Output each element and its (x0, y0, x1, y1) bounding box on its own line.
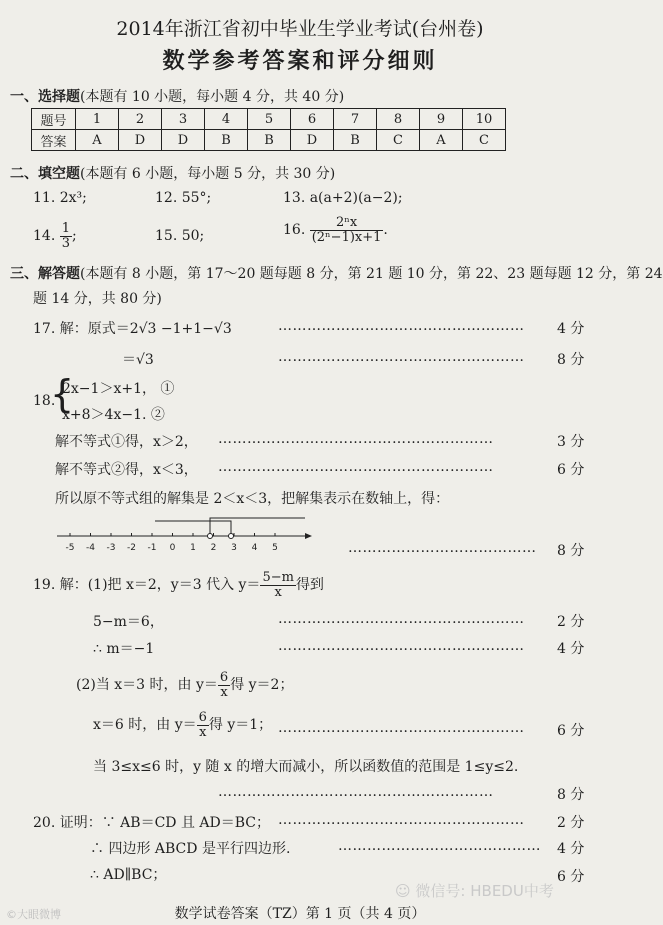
number-line-tick-label: -5 (65, 543, 75, 553)
q14-tail: ; (72, 228, 77, 245)
q14-fraction (60, 222, 72, 250)
table-cell-answer: B (248, 130, 291, 151)
q14-numerator: 1 (61, 221, 70, 236)
answer-q16 (283, 216, 388, 244)
q16-denominator: (2ⁿ−1)x+1 (311, 229, 382, 245)
number-line-tick-label: -2 (127, 543, 136, 553)
open-point-2 (208, 534, 213, 539)
q20-line3: ∴ AD∥BC； (90, 867, 167, 883)
table-cell-answer: D (119, 130, 162, 151)
table-cell-answer: A (76, 130, 119, 151)
q18-score1: 3 分 (557, 434, 585, 450)
q20-score2: 4 分 (557, 841, 585, 857)
weibo-watermark: ©大眼微博 (6, 908, 61, 921)
table-cell-number: 8 (377, 109, 420, 130)
q19-part2c: 当 3≤x≤6 时，y 随 x 的增大而减小，所以函数值的范围是 1≤y≤2. (93, 759, 519, 775)
q19-intro-text: 19. 解：(1)把 x＝2，y＝3 代入 y＝ (33, 577, 261, 594)
answer-q15: 15. 50; (155, 228, 205, 244)
answer-q11: 11. 2x³; (33, 190, 87, 206)
q20-score3: 6 分 (557, 869, 585, 885)
q19-part2b-denominator: x (199, 724, 207, 740)
section2-heading: 二、填空题 (10, 166, 80, 182)
table-cell-answer: B (334, 130, 377, 151)
table-cell-number: 2 (119, 109, 162, 130)
section3-header (10, 263, 663, 283)
q20-score1: 2 分 (557, 815, 585, 831)
q19-part2a-fraction (218, 671, 230, 699)
table-cell-number: 4 (205, 109, 248, 130)
section2-header (10, 163, 335, 183)
table-header-answer: 答案 (32, 130, 76, 151)
q19-intro (33, 571, 324, 599)
dotted-leader: ………………………………… (348, 540, 537, 556)
answer-table-number-row (32, 109, 506, 130)
section1-header (10, 86, 344, 106)
document-subtitle: 数学参考答案和评分细则 (162, 48, 438, 74)
answer-table (31, 108, 506, 151)
table-cell-number: 10 (463, 109, 506, 130)
section3-desc-line2: 题 14 分，共 80 分) (33, 291, 162, 307)
q19-part2a-tail: 得 y＝2； (230, 677, 294, 694)
q19-score1: 2 分 (557, 614, 585, 630)
q14-label: 14. (33, 228, 56, 245)
q18-inequality1: 2x−1＞x+1， ① (62, 381, 175, 397)
q19-part2b-fraction (197, 711, 209, 739)
q18-score2: 6 分 (557, 462, 585, 478)
q19-part2b-tail: 得 y＝1； (208, 717, 273, 734)
dotted-leader: ………………………………………………… (218, 431, 494, 447)
answer-q12: 12. 55°; (155, 190, 212, 206)
q19-intro-tail: 得到 (295, 577, 324, 594)
number-line-tick-label: 2 (210, 543, 217, 553)
section3-heading: 三、解答题 (10, 266, 80, 282)
number-line-tick-label: -4 (86, 543, 95, 553)
table-cell-answer: C (463, 130, 506, 151)
page-footer: 数学试卷答案（TZ）第 1 页（共 4 页） (174, 906, 426, 922)
document-title: 2014年浙江省初中毕业生学业考试(台州卷) (116, 18, 484, 40)
table-cell-number: 6 (291, 109, 334, 130)
q19-score4: 8 分 (557, 787, 585, 803)
system-brace: { (50, 372, 75, 416)
answer-q13: 13. a(a+2)(a−2); (283, 190, 403, 206)
q18-label: 18. (33, 393, 56, 409)
q19-fraction (260, 571, 296, 599)
wechat-icon: ☺ (395, 882, 411, 900)
q19-part2a-text: (2)当 x＝3 时，由 y＝ (76, 677, 218, 694)
dotted-leader: …………………………………… (338, 838, 541, 854)
q19-score3: 6 分 (557, 723, 585, 739)
q19-line2: 5−m＝6， (93, 614, 164, 630)
q19-part2a-numerator: 6 (219, 670, 229, 685)
table-cell-number: 1 (76, 109, 119, 130)
q17-line1: 17. 解：原式＝2√3 −1+1−√3 (33, 321, 232, 337)
number-line (55, 508, 315, 556)
number-line-tick-label: 0 (169, 543, 176, 553)
table-cell-answer: D (291, 130, 334, 151)
q16-label: 16. (283, 222, 306, 239)
table-header-number: 题号 (32, 109, 76, 130)
q18-inequality2: x+8＞4x−1. ② (62, 407, 165, 423)
q16-numerator: 2ⁿx (310, 216, 384, 231)
dotted-leader: …………………………………………… (278, 611, 525, 627)
dotted-leader: …………………………………………… (278, 318, 525, 334)
q20-line2: ∴ 四边形 ABCD 是平行四边形. (90, 841, 291, 857)
number-line-tick-label: 1 (190, 543, 196, 553)
watermark-text: 微信号: HBEDU中考 (415, 882, 554, 900)
q19-score2: 4 分 (557, 641, 585, 657)
dotted-leader: …………………………………………… (278, 349, 525, 365)
q19-part2b-text: x＝6 时，由 y＝ (93, 717, 197, 734)
open-point-3 (229, 534, 234, 539)
q19-part2a (76, 671, 293, 699)
q18-step1: 解不等式①得，x＞2， (55, 434, 198, 450)
answer-table-answer-row (32, 130, 506, 151)
q18-score3: 8 分 (557, 543, 585, 559)
q18-step2: 解不等式②得，x＜3， (55, 462, 198, 478)
number-line-tick-label: 5 (272, 543, 278, 553)
number-line-tick-label: 4 (251, 543, 258, 553)
number-line-arrow (305, 533, 312, 539)
q19-line3: ∴ m＝−1 (93, 641, 155, 657)
q17-line2: ＝√3 (122, 352, 154, 368)
q20-line1: 20. 证明：∵ AB＝CD 且 AD＝BC； (33, 815, 270, 831)
number-line-tick-label: -1 (147, 543, 157, 553)
q19-part2a-denominator: x (220, 684, 228, 700)
section1-desc: (本题有 10 小题，每小题 4 分，共 40 分) (80, 89, 345, 105)
section3-desc-line1: (本题有 8 小题，第 17～20 题每题 8 分，第 21 题 10 分，第 22、23 题每题 12 分，第 24 (80, 266, 663, 282)
dotted-leader: …………………………………………… (278, 812, 525, 828)
q16-fraction (310, 216, 384, 244)
q19-numerator: 5−m (262, 570, 294, 585)
q19-part2b-numerator: 6 (198, 710, 207, 725)
q19-part2b (93, 711, 272, 739)
table-cell-answer: D (162, 130, 205, 151)
answer-q14 (33, 222, 77, 250)
table-cell-answer: C (377, 130, 420, 151)
number-line-tick-label: -3 (106, 543, 116, 553)
q19-denominator: x (274, 584, 282, 600)
q16-tail: . (383, 222, 388, 239)
wechat-watermark (395, 880, 554, 901)
q17-score1: 4 分 (557, 321, 585, 337)
section2-desc: (本题有 6 小题，每小题 5 分，共 30 分) (80, 166, 336, 182)
table-cell-answer: A (420, 130, 463, 151)
table-cell-number: 9 (420, 109, 463, 130)
table-cell-answer: B (205, 130, 248, 151)
section1-heading: 一、选择题 (10, 89, 80, 105)
dotted-leader: ………………………………………………… (218, 784, 494, 800)
table-cell-number: 7 (334, 109, 377, 130)
q17-score2: 8 分 (557, 352, 585, 368)
table-cell-number: 3 (162, 109, 205, 130)
number-line-tick-label: 3 (231, 543, 237, 553)
q18-step3: 所以原不等式组的解集是 2＜x＜3，把解集表示在数轴上，得： (55, 491, 450, 507)
dotted-leader: …………………………………………… (278, 638, 525, 654)
table-cell-number: 5 (248, 109, 291, 130)
q14-denominator: 3 (61, 235, 70, 251)
dotted-leader: …………………………………………… (278, 720, 525, 736)
dotted-leader: ………………………………………………… (218, 459, 494, 475)
